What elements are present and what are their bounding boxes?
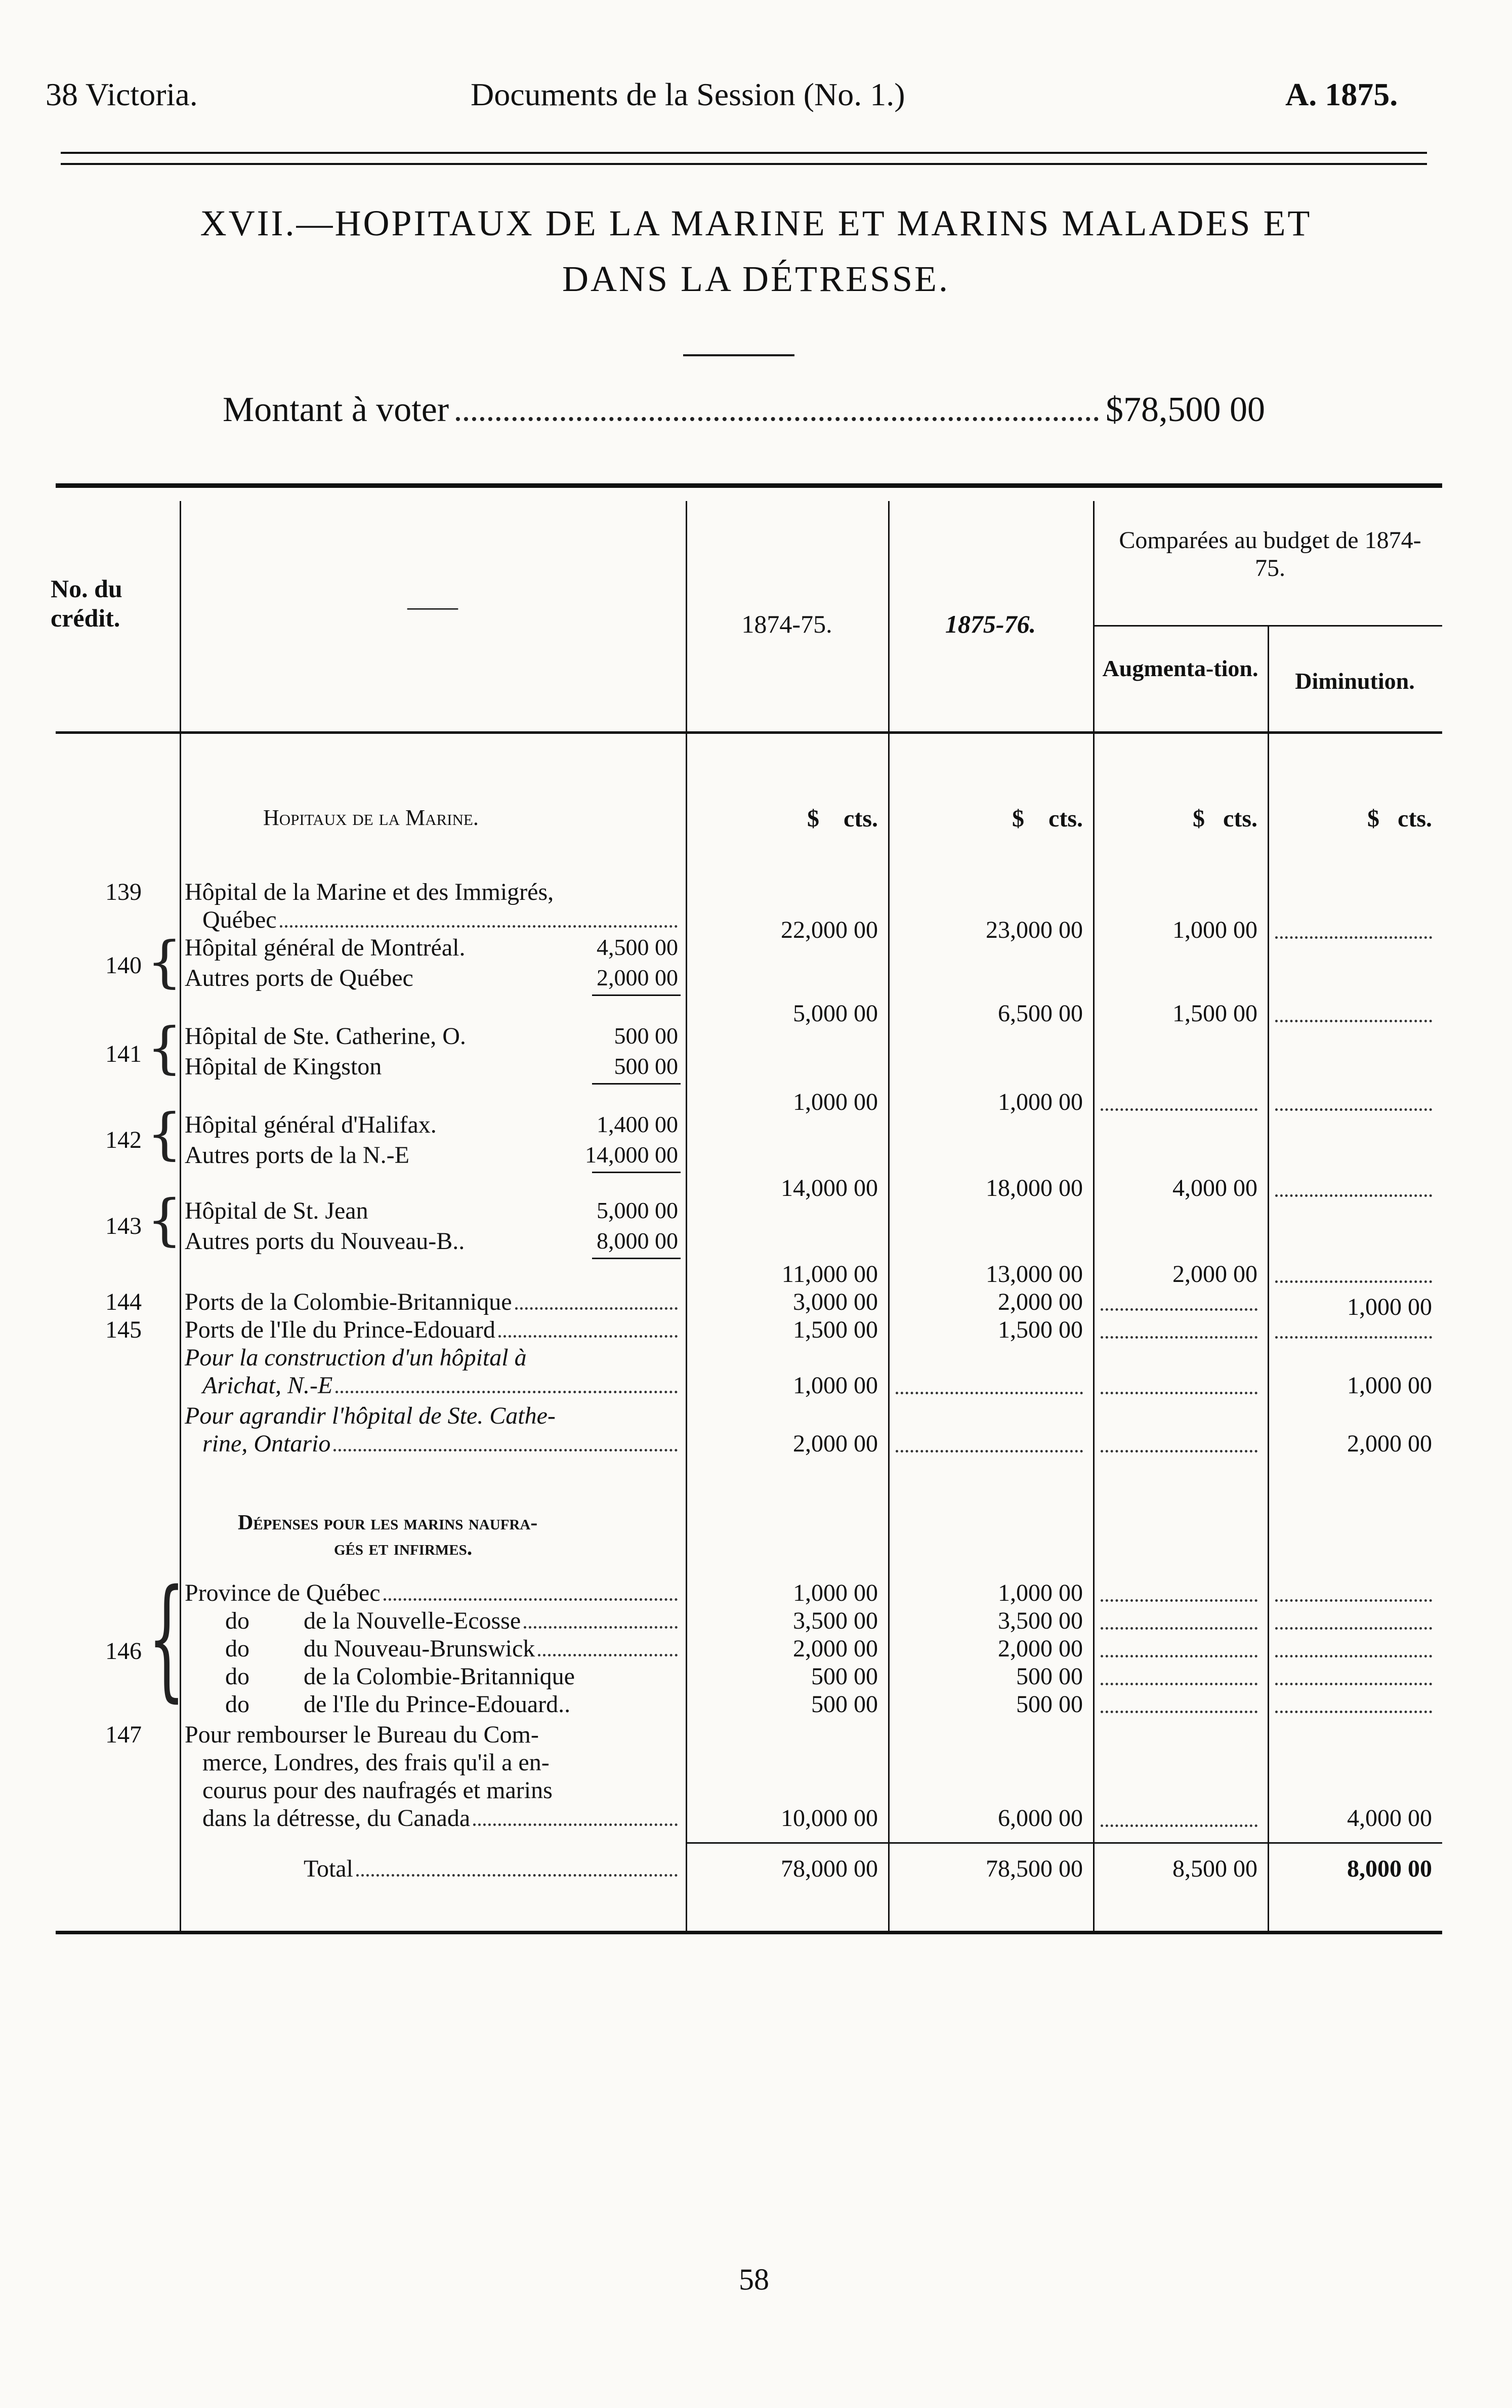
row-stcath-1875-empty bbox=[896, 1450, 1083, 1452]
row-147-1875: 6,000 00 bbox=[998, 1805, 1083, 1832]
table-top-rule bbox=[56, 483, 1442, 488]
title-underline bbox=[683, 354, 794, 356]
row-143-no: 143 bbox=[105, 1213, 142, 1239]
header-right: A. 1875. bbox=[1285, 76, 1398, 112]
row-142-1875: 18,000 00 bbox=[986, 1175, 1083, 1201]
row-140-no: 140 bbox=[105, 952, 142, 979]
row-146-item-5-dim-empty bbox=[1275, 1711, 1432, 1713]
row-143-a: Hôpital de St. Jean bbox=[185, 1197, 368, 1224]
unit-aug bbox=[1093, 805, 1257, 833]
page-number: 58 bbox=[739, 2263, 769, 2296]
row-146-item-4-1874: 500 00 bbox=[811, 1663, 878, 1690]
row-stcath-label-2-text: rine, Ontario bbox=[202, 1430, 331, 1457]
row-141-1874: 1,000 00 bbox=[793, 1089, 878, 1115]
col-header-desc: —— bbox=[407, 592, 458, 620]
row-147-label-4-text: dans la détresse, du Canada bbox=[202, 1805, 471, 1832]
row-146-no: 146 bbox=[105, 1638, 142, 1665]
row-146-item-2-dim-empty bbox=[1275, 1627, 1432, 1630]
row-146-item-4-1875: 500 00 bbox=[1016, 1663, 1083, 1690]
row-147-no: 147 bbox=[105, 1721, 142, 1748]
row-142-b-amt: 14,000 00 bbox=[585, 1142, 678, 1168]
row-139-aug: 1,000 00 bbox=[1172, 917, 1257, 943]
row-140-b: Autres ports de Québec bbox=[185, 965, 413, 991]
row-146-brace: { bbox=[148, 1562, 186, 1715]
row-142-subtotal-rule bbox=[592, 1172, 681, 1173]
row-146-item-5-aug-empty bbox=[1101, 1711, 1257, 1713]
row-146-item-2 bbox=[304, 1607, 681, 1635]
unit-dim-dollar: $ bbox=[1367, 805, 1380, 832]
unit-y1-cts: cts. bbox=[844, 805, 878, 832]
row-arichat-label-1: Pour la construction d'un hôpital à bbox=[185, 1344, 527, 1371]
row-146-item-5-1875: 500 00 bbox=[1016, 1691, 1083, 1718]
row-141-aug-empty bbox=[1101, 1108, 1257, 1111]
row-146-item-3 bbox=[304, 1635, 681, 1663]
row-147-label-4 bbox=[202, 1804, 681, 1832]
row-146-item-1-label: Province de Québec bbox=[185, 1580, 381, 1606]
row-145-no: 145 bbox=[105, 1316, 142, 1343]
total-1875: 78,500 00 bbox=[986, 1855, 1083, 1882]
row-arichat-dim: 1,000 00 bbox=[1347, 1372, 1432, 1399]
row-146-item-2-1875: 3,500 00 bbox=[998, 1607, 1083, 1634]
title-line-2: DANS LA DÉTRESSE. bbox=[562, 259, 950, 299]
row-140-subtotal-rule bbox=[592, 994, 681, 996]
row-146-item-1-1875: 1,000 00 bbox=[998, 1580, 1083, 1606]
row-146-item-5-do: do bbox=[225, 1691, 249, 1718]
row-147-1874: 10,000 00 bbox=[781, 1805, 878, 1832]
row-146-item-2-1874: 3,500 00 bbox=[793, 1607, 878, 1634]
row-147-label-3: courus pour des naufragés et marins bbox=[202, 1777, 553, 1804]
header-center: Documents de la Session (No. 1.) bbox=[471, 76, 905, 112]
unit-y2-cts: cts. bbox=[1048, 805, 1083, 832]
row-142-a-amt: 1,400 00 bbox=[597, 1111, 678, 1137]
row-141-a: Hôpital de Ste. Catherine, O. bbox=[185, 1023, 466, 1050]
row-147-aug-empty bbox=[1101, 1824, 1257, 1827]
row-stcath-1874: 2,000 00 bbox=[793, 1430, 878, 1457]
row-146-item-1-1874: 1,000 00 bbox=[793, 1580, 878, 1606]
amount-value: $78,500 00 bbox=[1106, 390, 1265, 429]
unit-aug-cts: cts. bbox=[1223, 805, 1257, 832]
row-146-item-3-label: du Nouveau-Brunswick bbox=[304, 1635, 535, 1662]
table-bottom-rule bbox=[56, 1931, 1442, 1934]
row-146-item-3-1874: 2,000 00 bbox=[793, 1635, 878, 1662]
total-aug: 8,500 00 bbox=[1172, 1855, 1257, 1882]
row-142-aug: 4,000 00 bbox=[1172, 1175, 1257, 1201]
unit-y2-dollar: $ bbox=[1012, 805, 1025, 832]
row-140-brace: { bbox=[147, 929, 182, 994]
row-146-item-1-dim-empty bbox=[1275, 1599, 1432, 1602]
row-145-label bbox=[185, 1316, 681, 1344]
row-141-b: Hôpital de Kingston bbox=[185, 1053, 382, 1080]
row-139-no: 139 bbox=[105, 879, 142, 905]
row-stcath-aug-empty bbox=[1101, 1450, 1257, 1452]
row-144-1875: 2,000 00 bbox=[998, 1289, 1083, 1315]
amount-label: Montant à voter bbox=[223, 390, 449, 429]
row-144-label-text: Ports de la Colombie-Britannique bbox=[185, 1289, 512, 1315]
row-146-item-4-dim-empty bbox=[1275, 1683, 1432, 1685]
col-header-compare: Comparées au budget de 1874-75. bbox=[1119, 527, 1421, 582]
row-143-b-amt: 8,000 00 bbox=[597, 1228, 678, 1254]
row-146-item-2-label: de la Nouvelle-Ecosse bbox=[304, 1607, 521, 1634]
row-147-dim: 4,000 00 bbox=[1347, 1805, 1432, 1832]
row-139-dim-empty bbox=[1275, 936, 1432, 939]
row-arichat-label-2 bbox=[202, 1372, 681, 1399]
row-144-label bbox=[185, 1288, 681, 1316]
row-146-item-2-do: do bbox=[225, 1607, 249, 1634]
row-144-aug-empty bbox=[1101, 1308, 1257, 1311]
row-146-item-3-1875: 2,000 00 bbox=[998, 1635, 1083, 1662]
row-141-subtotal-rule bbox=[592, 1083, 681, 1085]
row-146-item-4-do: do bbox=[225, 1663, 249, 1690]
total-label-text: Total bbox=[304, 1855, 353, 1882]
row-arichat-aug-empty bbox=[1101, 1392, 1257, 1394]
row-140-1874: 5,000 00 bbox=[793, 1000, 878, 1027]
row-140-dim-empty bbox=[1275, 1020, 1432, 1022]
col-header-aug: Augmenta-tion. bbox=[1102, 655, 1258, 681]
row-141-b-amt: 500 00 bbox=[614, 1053, 678, 1079]
unit-aug-dollar: $ bbox=[1193, 805, 1205, 832]
row-stcath-dim: 2,000 00 bbox=[1347, 1430, 1432, 1457]
row-144-dim: 1,000 00 bbox=[1347, 1294, 1432, 1320]
section-heading-marine: Hopitaux de la Marine. bbox=[263, 805, 479, 830]
header-rule-top bbox=[61, 152, 1427, 154]
row-143-1874: 11,000 00 bbox=[781, 1261, 878, 1288]
row-139-label-2 bbox=[202, 906, 681, 934]
col-header-1874: 1874-75. bbox=[741, 610, 832, 638]
row-142-a: Hôpital général d'Halifax. bbox=[185, 1111, 437, 1138]
row-143-b: Autres ports du Nouveau-B.. bbox=[185, 1228, 465, 1255]
row-141-a-amt: 500 00 bbox=[614, 1023, 678, 1049]
row-146-item-5-1874: 500 00 bbox=[811, 1691, 878, 1718]
col-header-1875: 1875-76. bbox=[945, 610, 1036, 638]
unit-dim-cts: cts. bbox=[1398, 805, 1432, 832]
table-header-rule bbox=[56, 731, 1442, 734]
row-142-b: Autres ports de la N.-E bbox=[185, 1142, 409, 1169]
title-line-1: XVII.—HOPITAUX DE LA MARINE ET MARINS MALADES ET bbox=[200, 203, 1312, 243]
row-145-dim-empty bbox=[1275, 1336, 1432, 1339]
row-140-aug: 1,500 00 bbox=[1172, 1000, 1257, 1027]
row-145-label-text: Ports de l'Ile du Prince-Edouard bbox=[185, 1316, 495, 1343]
row-147-label-1: Pour rembourser le Bureau du Com- bbox=[185, 1721, 539, 1748]
unit-y1 bbox=[686, 805, 878, 833]
row-141-1875: 1,000 00 bbox=[998, 1089, 1083, 1115]
row-147-label-2: merce, Londres, des frais qu'il a en- bbox=[202, 1749, 550, 1776]
row-145-1874: 1,500 00 bbox=[793, 1316, 878, 1343]
total-label bbox=[304, 1855, 681, 1883]
row-143-aug: 2,000 00 bbox=[1172, 1261, 1257, 1288]
row-146-item-2-aug-empty bbox=[1101, 1627, 1257, 1630]
row-146-item-4-aug-empty bbox=[1101, 1683, 1257, 1685]
row-139-1874: 22,000 00 bbox=[781, 917, 878, 943]
total-1874: 78,000 00 bbox=[781, 1855, 878, 1882]
row-141-dim-empty bbox=[1275, 1108, 1432, 1111]
row-arichat-1875-empty bbox=[896, 1392, 1083, 1394]
row-145-1875: 1,500 00 bbox=[998, 1316, 1083, 1343]
row-146-item-1-aug-empty bbox=[1101, 1599, 1257, 1602]
row-143-1875: 13,000 00 bbox=[986, 1261, 1083, 1288]
row-139-label-1: Hôpital de la Marine et des Immigrés, bbox=[185, 879, 554, 905]
row-141-brace: { bbox=[147, 1015, 182, 1080]
row-142-brace: { bbox=[147, 1101, 182, 1166]
section-heading-naufrages-1: Dépenses pour les marins naufra- bbox=[238, 1511, 538, 1534]
row-139-label-2-text: Québec bbox=[202, 906, 277, 933]
total-dim: 8,000 00 bbox=[1347, 1855, 1432, 1882]
amount-line bbox=[223, 390, 1265, 430]
header-left: 38 Victoria. bbox=[46, 76, 198, 112]
row-143-subtotal-rule bbox=[592, 1258, 681, 1259]
row-140-a: Hôpital général de Montréal. bbox=[185, 934, 466, 961]
row-146-item-1 bbox=[185, 1579, 681, 1607]
col-line-y2 bbox=[888, 501, 890, 1933]
header-rule-bottom bbox=[61, 163, 1427, 165]
col-header-dim: Diminution. bbox=[1295, 668, 1415, 694]
row-146-item-4-label: de la Colombie-Britannique bbox=[304, 1663, 575, 1690]
row-142-no: 142 bbox=[105, 1127, 142, 1153]
row-146-item-3-aug-empty bbox=[1101, 1655, 1257, 1657]
row-143-dim-empty bbox=[1275, 1280, 1432, 1283]
unit-dim bbox=[1268, 805, 1432, 833]
row-142-dim-empty bbox=[1275, 1194, 1432, 1197]
row-142-1874: 14,000 00 bbox=[781, 1175, 878, 1201]
row-140-b-amt: 2,000 00 bbox=[597, 965, 678, 990]
section-heading-naufrages-2: gés et infirmes. bbox=[334, 1537, 473, 1560]
row-144-no: 144 bbox=[105, 1289, 142, 1315]
total-rule bbox=[686, 1842, 1442, 1844]
col-line-aug bbox=[1093, 501, 1095, 1933]
amount-leader bbox=[456, 417, 1099, 421]
row-146-item-5-label: de l'Ile du Prince-Edouard.. bbox=[304, 1691, 571, 1718]
row-143-brace: { bbox=[147, 1187, 182, 1252]
row-139-1875: 23,000 00 bbox=[986, 917, 1083, 943]
unit-y2 bbox=[888, 805, 1083, 833]
row-140-a-amt: 4,500 00 bbox=[597, 934, 678, 960]
col-header-no: No. du crédit. bbox=[51, 574, 122, 632]
row-144-1874: 3,000 00 bbox=[793, 1289, 878, 1315]
row-143-a-amt: 5,000 00 bbox=[597, 1197, 678, 1223]
row-140-1875: 6,500 00 bbox=[998, 1000, 1083, 1027]
row-stcath-label-2 bbox=[202, 1430, 681, 1458]
row-stcath-label-1: Pour agrandir l'hôpital de Ste. Cathe- bbox=[185, 1402, 556, 1429]
row-145-aug-empty bbox=[1101, 1336, 1257, 1339]
row-arichat-1874: 1,000 00 bbox=[793, 1372, 878, 1399]
row-141-no: 141 bbox=[105, 1041, 142, 1067]
row-146-item-3-dim-empty bbox=[1275, 1655, 1432, 1657]
row-146-item-3-do: do bbox=[225, 1635, 249, 1662]
unit-y1-dollar: $ bbox=[807, 805, 820, 832]
row-arichat-label-2-text: Arichat, N.-E bbox=[202, 1372, 333, 1399]
col-line-y1 bbox=[686, 501, 687, 1933]
